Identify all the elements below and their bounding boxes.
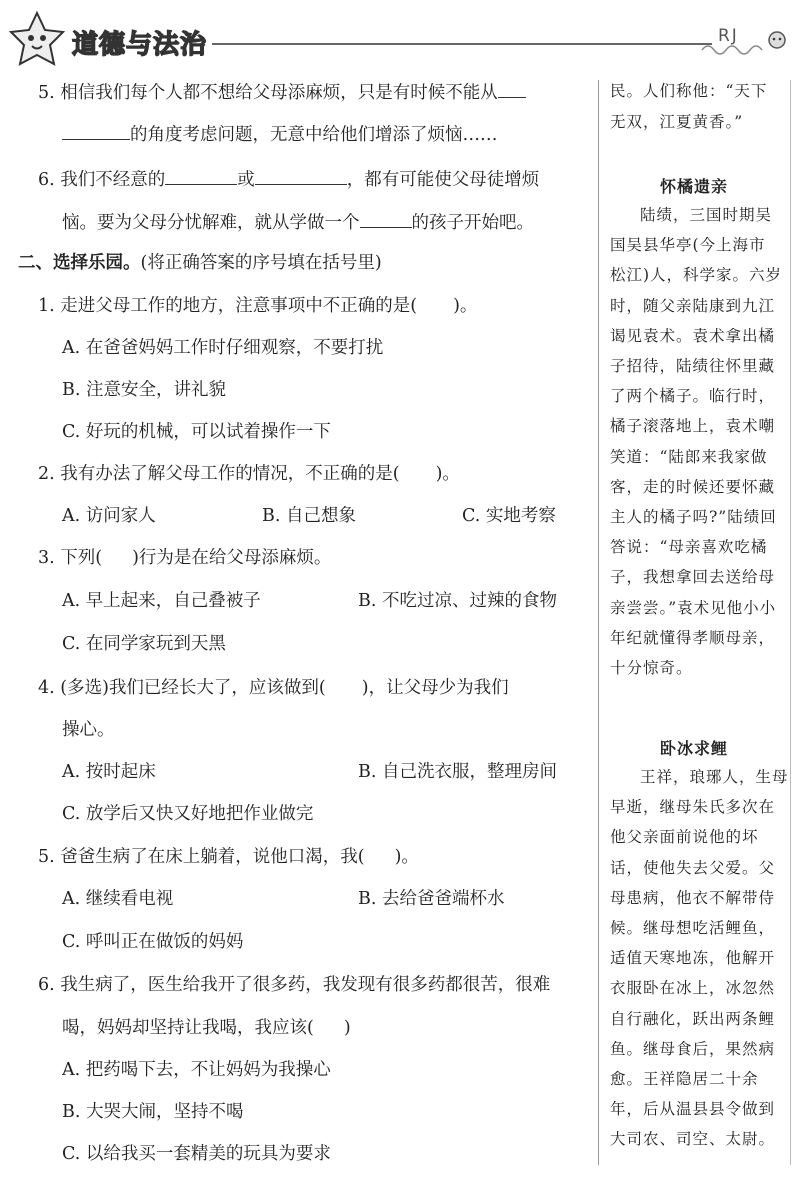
question-6-option-a[interactable]: A. 把药喝下去，不让妈妈为我操心 (62, 1060, 331, 1080)
story-line: 谒见袁术。袁术拿出橘 (610, 326, 776, 345)
subject-title: 道德与法治 (72, 30, 208, 60)
question-2-stem (38, 462, 460, 486)
question-1-option-c[interactable]: C. 好玩的机械，可以试着操作一下 (62, 422, 331, 442)
story-line: 陆绩，三国时期吴 (640, 206, 773, 224)
question-4-option-b[interactable]: B. 自己洗衣服，整理房间 (358, 762, 557, 782)
fill-q5-line2 (62, 121, 498, 147)
column-divider (598, 80, 599, 1165)
question-text-end: ) (343, 1018, 351, 1038)
edition-label: RJ (718, 26, 739, 46)
question-text-end: )。 (453, 296, 478, 316)
story-line: 时，随父亲陆康到九江 (610, 296, 776, 315)
fill-q6-text1: 6. 我们不经意的 (38, 170, 166, 190)
question-6-stem: 6. 我生病了，医生给我开了很多药，我发现有很多药都很苦，很难 (38, 975, 551, 995)
story-line: 十分惊奇。 (610, 659, 693, 677)
fill-q5-text1: 5. 相信我们每个人都不想给父母添麻烦，只是有时候不能从 (38, 83, 498, 103)
story-line: 主人的橘子吗?”陆绩回 (610, 508, 777, 526)
question-5-option-c[interactable]: C. 呼叫正在做饭的妈妈 (62, 932, 244, 952)
answer-blank[interactable] (360, 209, 412, 228)
question-1-option-a[interactable]: A. 在爸爸妈妈工作时仔细观察，不要打扰 (62, 338, 384, 358)
story-line: 子招待，陆绩往怀里藏 (610, 357, 776, 375)
question-3-option-a[interactable]: A. 早上起来，自己叠被子 (62, 591, 261, 611)
question-text-end: )。 (394, 847, 419, 867)
answer-blank[interactable] (255, 166, 347, 185)
fill-q6-text3: ，都有可能使父母徒增烦 (346, 170, 540, 190)
question-4-stem-line2: 操心。 (62, 720, 115, 740)
story-line: 大司农、司空、太尉。 (610, 1130, 776, 1149)
question-text: 5. 爸爸生病了在床上躺着，说他口渴，我( (38, 847, 365, 867)
story-line: 国吴县华亭(今上海市 (610, 236, 766, 255)
header-rule (212, 43, 712, 45)
fill-q6-line1 (38, 166, 539, 192)
question-2-option-b[interactable]: B. 自己想象 (262, 506, 356, 526)
fill-q5-line1 (38, 79, 526, 105)
story-line: 候。继母想吃活鲤鱼， (610, 919, 776, 937)
question-2-option-a[interactable]: A. 访问家人 (62, 506, 156, 526)
small-mascot-icon (766, 28, 788, 50)
question-3-stem (38, 546, 331, 570)
question-4-option-a[interactable]: A. 按时起床 (62, 762, 156, 782)
question-text: 1. 走进父母工作的地方，注意事项中不正确的是( (38, 296, 418, 316)
story-line: 愈。王祥隐居二十余 (610, 1070, 759, 1088)
story-line: 年，后从温县县令做到 (610, 1100, 776, 1119)
fill-q6-text5: 的孩子开始吧。 (411, 213, 534, 233)
story-line: 衣服卧在冰上，冰忽然 (610, 979, 776, 998)
question-2-option-c[interactable]: C. 实地考察 (462, 506, 556, 526)
sidebar-intro-line: 无双，江夏黄香。” (610, 113, 744, 131)
section-title: 二、选择乐园。 (18, 253, 141, 273)
question-6-stem-line2 (62, 1016, 351, 1040)
story-line: 母患病，他衣不解带侍 (610, 888, 776, 907)
section-instruction: (将正确答案的序号填在括号里) (140, 253, 382, 273)
section2-heading (18, 251, 382, 275)
answer-blank[interactable] (165, 166, 237, 185)
story-line: 笑道：“陆郎来我家做 (610, 447, 768, 466)
story-line: 了两个橘子。临行时， (610, 387, 776, 406)
page-header (0, 0, 800, 78)
story-line: 客，走的时候还要怀藏 (610, 477, 776, 496)
question-3-option-c[interactable]: C. 在同学家玩到天黑 (62, 634, 226, 654)
sidebar-intro-line: 民。人们称他：“天下 (610, 82, 768, 100)
story-line: 他父亲面前说他的坏 (610, 828, 759, 847)
question-text: 2. 我有办法了解父母工作的情况，不正确的是( (38, 464, 400, 484)
question-1-stem (38, 294, 477, 318)
question-5-stem (38, 845, 419, 869)
question-text: 3. 下列( (38, 548, 103, 568)
story-line: 早逝，继母朱氏多次在 (610, 798, 776, 817)
story-line: 松江)人，科学家。六岁 (610, 266, 783, 285)
story-line: 自行融化，跃出两条鲤 (610, 1009, 776, 1028)
question-6-option-b[interactable]: B. 大哭大闹，坚持不喝 (62, 1102, 244, 1122)
question-text: 喝，妈妈却坚持让我喝，我应该( (62, 1018, 314, 1038)
story-line: 王祥，琅琊人，生母 (640, 768, 789, 786)
question-6-option-c[interactable]: C. 以给我买一套精美的玩具为要求 (62, 1144, 331, 1164)
story-line: 年纪就懂得孝顺母亲， (610, 628, 776, 647)
question-4-option-c[interactable]: C. 放学后又快又好地把作业做完 (62, 804, 314, 824)
question-5-option-a[interactable]: A. 继续看电视 (62, 889, 174, 909)
question-5-option-b[interactable]: B. 去给爸爸端杯水 (358, 889, 505, 909)
story-line: 适值天寒地冻，他解开 (610, 949, 776, 968)
story-title: 怀橘遗亲 (660, 177, 729, 196)
story-line: 子，我想拿回去送给母 (610, 568, 776, 587)
page-edge-rule (790, 80, 791, 1165)
question-text: 4. (多选)我们已经长大了，应该做到( (38, 678, 326, 698)
story-line: 鱼。继母食后，果然病 (610, 1039, 776, 1058)
question-text-end: )行为是在给父母添麻烦。 (132, 548, 332, 568)
question-1-option-b[interactable]: B. 注意安全，讲礼貌 (62, 380, 226, 400)
answer-blank[interactable] (498, 79, 526, 98)
story-line: 答说：“母亲喜欢吃橘 (610, 538, 768, 557)
question-3-option-b[interactable]: B. 不吃过凉、过辣的食物 (358, 591, 557, 611)
question-text-end: )。 (435, 464, 460, 484)
star-mascot-icon (8, 10, 66, 72)
fill-q6-line2 (62, 209, 534, 235)
question-4-stem (38, 676, 509, 700)
fill-q6-text2: 或 (237, 170, 255, 190)
fill-q6-text4: 恼。要为父母分忧解难，就从学做一个 (62, 213, 360, 233)
story-line: 话，使他失去父爱。父 (610, 858, 776, 877)
fill-q5-text2: 的角度考虑问题，无意中给他们增添了烦恼…… (130, 125, 498, 145)
question-text-end: )，让父母少为我们 (361, 678, 509, 698)
story-line: 亲尝尝。”袁术见他小小 (610, 598, 777, 617)
story-title: 卧冰求鲤 (660, 739, 729, 758)
story-line: 橘子滚落地上，袁术嘲 (610, 417, 776, 436)
answer-blank[interactable] (62, 121, 130, 140)
